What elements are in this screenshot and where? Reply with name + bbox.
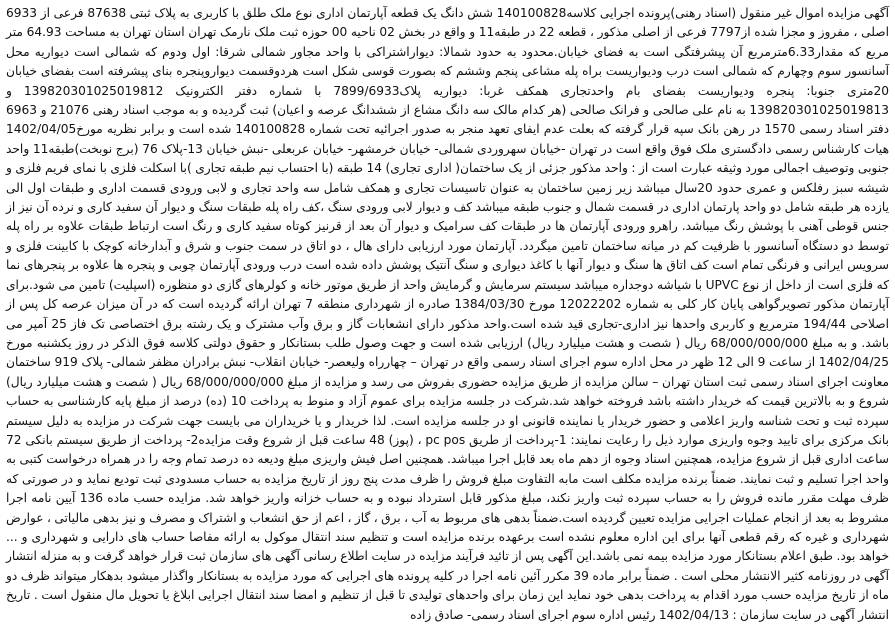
auction-notice-text: آگهی مزایده اموال غیر منقول (اسناد رهنی)پرونده اجرایی کلاسه140100828 شش دانگ یک قطعه آپارتمان اداری نوع ملک طلق با کاربری به پلاک ثبتی 87638 فرعی از 6933 اصلی ، مفروز و مجزا شده از7797 فرعی از اصلی مذکور ، قطعه 22 در طبقه11 و واقع در بخش 02 ناحیه 00 حوزه ثبت ملک نارمک تهران استان تهران به مساحت 64.93 متر مربع که مقدار6.33مترمربع آن پیشرفتگی است به فضای خیابان.محدود به حدود شمالا: دیواراشتراکی با واحد مجاور شمالی شرقا: اول ودوم که شمالی است دیواریه محل آسانسور سوم وچهارم که شمالی است درب ودیواریست براه پله مشاعی پنجم وششم که بصورت قوسی شکل است هردوقسمت دیواروپنجره بنای پیشرفته است بفضای خیابان 20متری جنوبا: پنجره ودیواریست بفضای بام واحدتجاری همکف غربا: دیواریه پلاک7899/6933 با شماره دفتر الکترونیک 139820301025019812 و 139820301025019813 به نام علی صالحی و فرانک صالحی (هر کدام مالک سه دانگ مشاع از ششدانگ عرصه و اعیان) ثبت گردیده و به موجب اسناد رهنی 21076 و 6963 دفتر اسناد رسمی 1570 در رهن بانک سپه قرار گرفته که بعلت عدم ایفای تعهد منجر به صدور اجرائیه تحت شماره 140100828 شده است و برابر نظریه مورخ1402/04/05 هیات کارشناس رسمی دادگستری ملک فوق واقع است در تهران -خیابان سهروردی شمالی- خیابان خرمشهر- خیابان عربعلی -نبش خیابان 13-پلاک 76 (برج نوبخت)طبقه11 واحد جنوبی وتوصیف اجمالی مورد وثیقه عبارت است از : واحد مذکور جزئی از یک ساختمان( اداری تجاری) 14 طبقه (با احتساب نیم طبقه تجاری )با اسکلت فلزی با نمای فریم فلزی و شیشه سبز رفلکس و عمری حدود 20سال میباشد زیر زمین ساختمان به عنوان تاسیسات تجاری و همکف شامل سه واحد تجاری و لابی ورودی قسمت اداری و طبقات اول الی یازده هر طبقه شامل دو واحد پارتمان اداری در قسمت شمال و جنوب طبقه میباشد کف و دیوار لابی ورودی سنگ ،کف راه پله طبقات سنگ و دیوار آن سفید کاری و نرده آن نیز از جنس قوطی آهنی با پوشش رنگ میباشد. راهرو ورودی آپارتمان ها در طبقات کف سرامیک و دیوار آن بعد از قرنیز کوتاه سفید کاری و رنگ است ارتباط طبقات علاوه بر راه پله توسط دو دستگاه آسانسور با ظرفیت کم در میانه ساختمان تامین میگردد. آپارتمان مورد ارزیابی دارای هال ، دو اتاق در سمت جنوب و شرق و آبدارخانه کوچک با کابینت فلزی و سرویس ایرانی و فرنگی تمام است کف اتاق ها سنگ و دیوار آنها با کاغذ دیواری و سنگ آنتیک پوشش داده شده است درب ورودی آپارتمان چوبی و پنجره ها علاوه بر پنجرهای نما که فلزی است از داخل از نوع UPVC با شیاشه دوجداره میباشد سیستم سرمایش و گرمایش واحد از طریق موتور خانه و کولرهای گازی دو منظوره (اسپلیت) تامین می شود.برای آپارتمان مذکور تصویرگواهی پایان کار کلی به شماره 12022202 مورخ 1384/03/30 صادره از شهرداری منطقه 7 تهران ارائه گردیده است که در آن میزان عرصه کل پس از اصلاحی 194/44 مترمربع و کاربری واحدها نیز اداری-تجاری قید شده است.واحد مذکور دارای انشعابات گاز و برق وآب مشترک و یک رشته برق اختصاصی تک فاز 25 آمپر می باشد. و به مبلغ 68/000/000/000 ریال ( شصت و هشت میلیارد ریال) ارزیابی شده است و جهت وصول طلب بستانکار و حقوق دولتی کلاسه فوق الذکر در روز یکشنبه مورخ 1402/04/25 از ساعت 9 الی 12 ظهر در محل اداره سوم اجرای اسناد رسمی واقع در تهران – چهارراه ولیعصر- خیابان انقلاب- نبش برادران مظفر شمالی- پلاک 919 ساختمان معاونت اجرای اسناد رسمی ثبت استان تهران – سالن مزایده از طریق مزایده حضوری بفروش می رسد و مزایده از مبلغ 68/000/000/000 ریال ( شصت و هشت میلیارد ریال) شروع و به بالاترین قیمت که خریدار داشته باشد فروخته خواهد شد.شرکت در جلسه مزایده برای عموم آزاد و منوط به پرداخت 10 (ده) درصد از مبلغ پایه کارشناسی به حساب سپرده ثبت و تحت شناسه واریز اعلامی و حضور خریدار یا نماینده قانونی او در جلسه مزایده است. لذا خریدار و یا خریداران می بایست جهت شرکت در مزایده به دلیل سیستم بانک مرکزی برای تایید وجوه واریزی موارد ذیل را رعایت نمایند: 1-پرداخت از طریق pc pos ، (پوز) 48 ساعت قبل از شروع وقت مزایده2- پرداخت از طریق سیستم بانکی 72 ساعت اداری قبل از شروع مزایده، همچنین اسناد وجوه از دهم ماه بعد قابل اجرا میباشد. همچنین اصل فیش واریزی مبلغ ودیعه ده درصد تمام وجه را در همراه درخواست کتبی به واحد اجرا تسلیم و ثبت نمایند. ضمناً برنده مزایده مکلف است مابه التفاوت مبلغ فروش را ظرف مدت پنج روز از تاریخ مزایده به حساب مسدودی ثبت تودیع نماید و در صورتی که ظرف مهلت مقرر مانده فروش را به حساب سپرده ثبت واریز نکند، مبلغ مذکور قابل استرداد نبوده و به حساب خزانه واریز خواهد شد. مزایده حسب ماده 136 آیین نامه اجرا مشروط به بعد از انجام عملیات اجرایی مزایده تعیین گردیده است.ضمناً بدهی های مربوط به آب ، برق ، گاز ، اعم از حق انشعاب و اشتراک و مصرف و نیز بدهی مالیاتی ، عوارض شهرداری و غیره که رقم قطعی آنها برای این اداره معلوم نشده است برعهده برنده مزایده است و تنظیم سند انتقال موکول به ارائه مفاصا حساب های دارایی و شهرداری و ... خواهد بود. طبق اعلام بستانکار مورد مزایده بیمه نمی باشد.این آگهی پس از تائید فرآیند مزایده در سایت اطلاع رسانی آگهی های سازمان ثبت قرار خواهد گرفت و به منزله انتشار آگهی در روزنامه کثیر الانتشار محلی است . ضمناً برابر ماده 39 مکرر آئین نامه اجرا در کلیه پرونده های اجرایی که مورد مزایده به بستانکار واگذار میشود بدهکار میتواند ظرف دو ماه از تاریخ مزایده حسب مورد اقدام به پرداخت بدهی خود نماید این زمان برای واحدهای تولیدی تا قبل از تنظیم و امضا سند انتقال اجرایی ابلاغ یا تحویل مال منقول است . تاریخ انتشار آگهی در سایت سازمان : 1402/04/13 رئیس اداره سوم اجرای اسناد رسمی- صادق زاده [6,6,890,622]
